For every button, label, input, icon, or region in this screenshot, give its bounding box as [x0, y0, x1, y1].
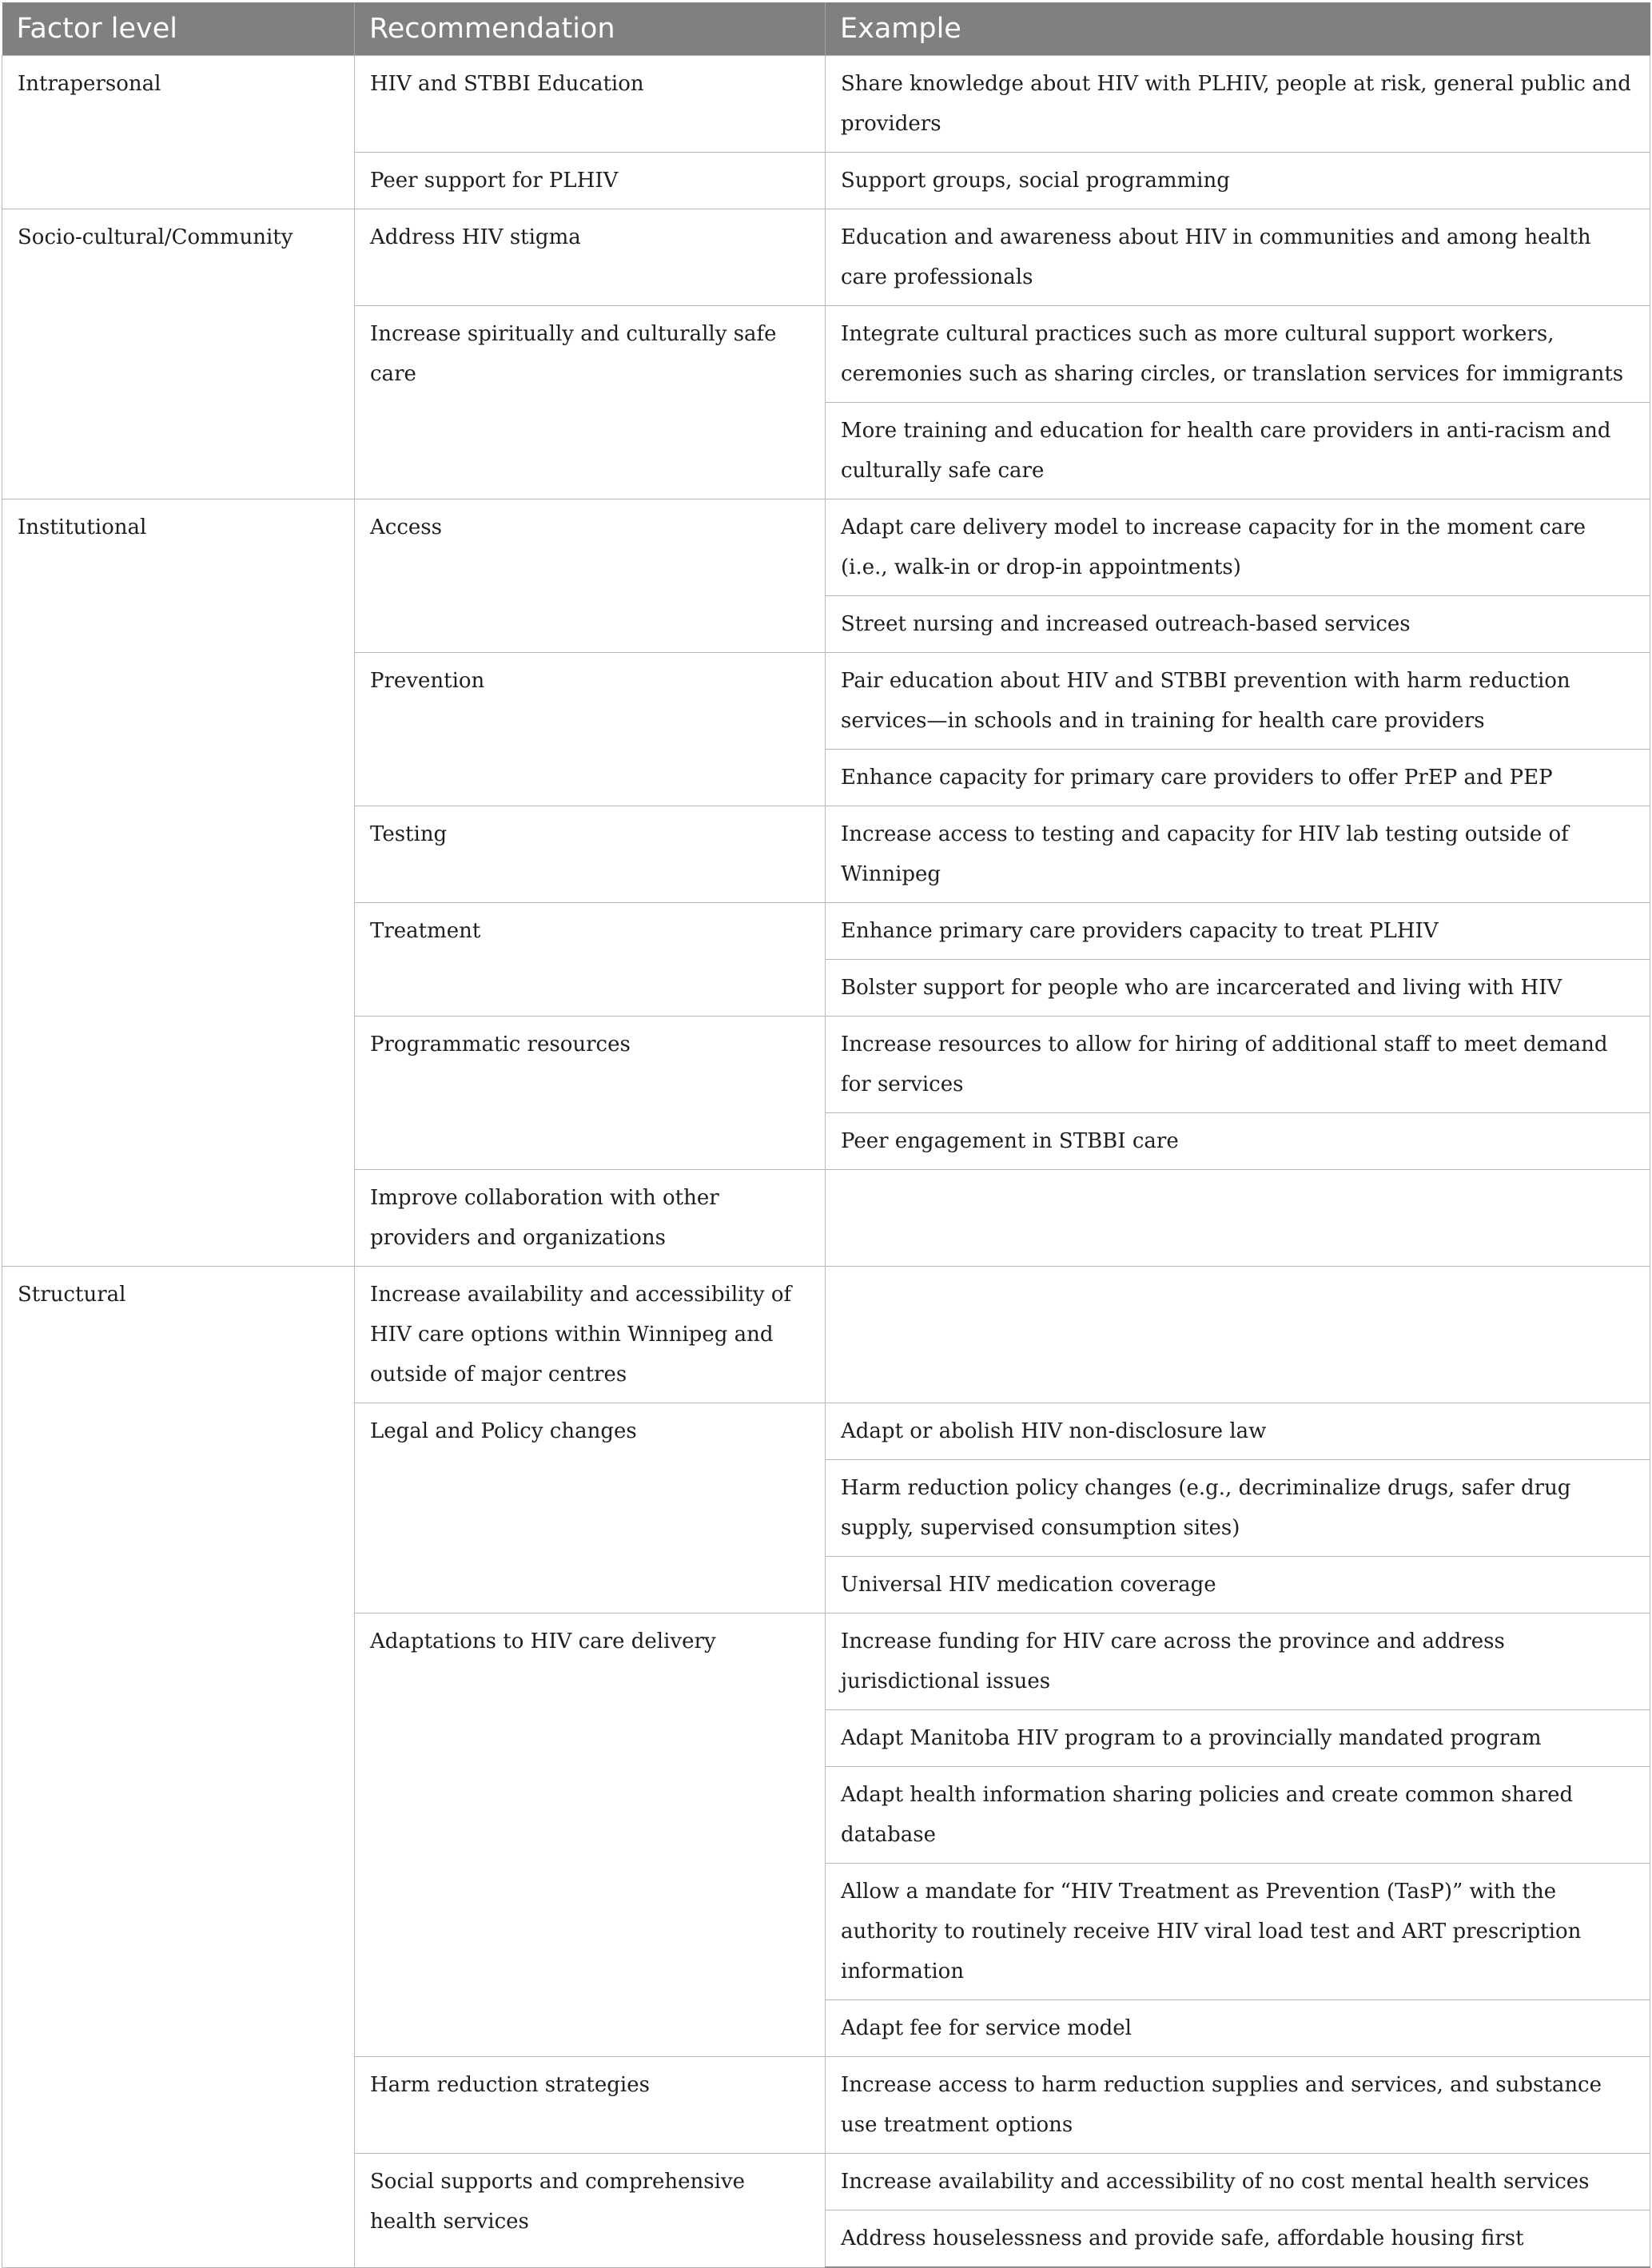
example-cell: Harm reduction policy changes (e.g., decriminalize drugs, safer drug supply, supervised consumption sites) — [826, 1460, 1650, 1557]
example-cell: Allow a mandate for “HIV Treatment as Prevention (TasP)” with the authority to routinely receive HIV viral load test and ART prescription information — [826, 1864, 1650, 2000]
recommendation-cell: Programmatic resources — [355, 1017, 826, 1170]
header-recommendation: Recommendation — [355, 2, 826, 56]
recommendation-cell: Improve collaboration with other providers and organizations — [355, 1170, 826, 1267]
example-cell: Pair education about HIV and STBBI prevention with harm reduction services—in schools and in training for health care providers — [826, 653, 1650, 750]
example-cell: Increase availability and accessibility of no cost mental health services — [826, 2154, 1650, 2210]
table-row — [2, 1267, 1650, 1403]
recommendation-cell: Legal and Policy changes — [355, 1403, 826, 1613]
example-cell: Enhance capacity for primary care providers to offer PrEP and PEP — [826, 750, 1650, 806]
factor-cell: Institutional — [2, 499, 355, 1267]
example-cell: Enhance primary care providers capacity to treat PLHIV — [826, 903, 1650, 960]
table-header — [2, 2, 1650, 56]
recommendation-cell: Increase availability and accessibility of HIV care options within Winnipeg and outside of major centres — [355, 1267, 826, 1403]
example-cell: Share knowledge about HIV with PLHIV, people at risk, general public and providers — [826, 56, 1650, 153]
example-cell: Peer engagement in STBBI care — [826, 1113, 1650, 1170]
recommendations-table — [2, 2, 1650, 2268]
example-cell: Adapt fee for service model — [826, 2000, 1650, 2057]
example-cell — [826, 1267, 1650, 1403]
example-cell: Integrate cultural practices such as more cultural support workers, ceremonies such as sharing circles, or translation services for immigrants — [826, 306, 1650, 403]
recommendation-cell: Address HIV stigma — [355, 209, 826, 306]
example-cell: Address houselessness and provide safe, affordable housing first — [826, 2210, 1650, 2268]
example-cell: Street nursing and increased outreach-based services — [826, 596, 1650, 653]
recommendation-cell: Social supports and comprehensive health services — [355, 2154, 826, 2268]
example-cell: Adapt or abolish HIV non-disclosure law — [826, 1403, 1650, 1460]
example-cell: Bolster support for people who are incarcerated and living with HIV — [826, 960, 1650, 1017]
example-cell: Universal HIV medication coverage — [826, 1557, 1650, 1613]
recommendation-cell: Increase spiritually and culturally safe care — [355, 306, 826, 499]
example-cell: Increase access to testing and capacity for HIV lab testing outside of Winnipeg — [826, 806, 1650, 903]
example-cell: More training and education for health care providers in anti-racism and culturally safe care — [826, 403, 1650, 499]
recommendation-cell: Prevention — [355, 653, 826, 806]
factor-cell: Structural — [2, 1267, 355, 2268]
recommendation-cell: Adaptations to HIV care delivery — [355, 1613, 826, 2057]
table-row — [2, 499, 1650, 596]
recommendation-cell: Testing — [355, 806, 826, 903]
example-cell: Increase access to harm reduction supplies and services, and substance use treatment options — [826, 2057, 1650, 2154]
recommendation-cell: Peer support for PLHIV — [355, 153, 826, 209]
header-row — [2, 2, 1650, 56]
example-cell: Increase funding for HIV care across the province and address jurisdictional issues — [826, 1613, 1650, 1710]
example-cell: Adapt care delivery model to increase capacity for in the moment care (i.e., walk-in or drop-in appointments) — [826, 499, 1650, 596]
factor-cell: Socio-cultural/Community — [2, 209, 355, 499]
example-cell: Education and awareness about HIV in communities and among health care professionals — [826, 209, 1650, 306]
recommendation-cell: Harm reduction strategies — [355, 2057, 826, 2154]
recommendation-cell: Treatment — [355, 903, 826, 1017]
example-cell: Increase resources to allow for hiring of additional staff to meet demand for services — [826, 1017, 1650, 1113]
example-cell: Support groups, social programming — [826, 153, 1650, 209]
example-cell — [826, 1170, 1650, 1267]
table-row — [2, 209, 1650, 306]
table-row — [2, 56, 1650, 153]
example-cell: Adapt Manitoba HIV program to a provincially mandated program — [826, 1710, 1650, 1767]
recommendation-cell: Access — [355, 499, 826, 653]
table-body — [2, 56, 1650, 2268]
header-factor-level: Factor level — [2, 2, 355, 56]
header-example: Example — [826, 2, 1650, 56]
example-cell: Adapt health information sharing policies and create common shared database — [826, 1767, 1650, 1864]
factor-cell: Intrapersonal — [2, 56, 355, 209]
recommendation-cell: HIV and STBBI Education — [355, 56, 826, 153]
